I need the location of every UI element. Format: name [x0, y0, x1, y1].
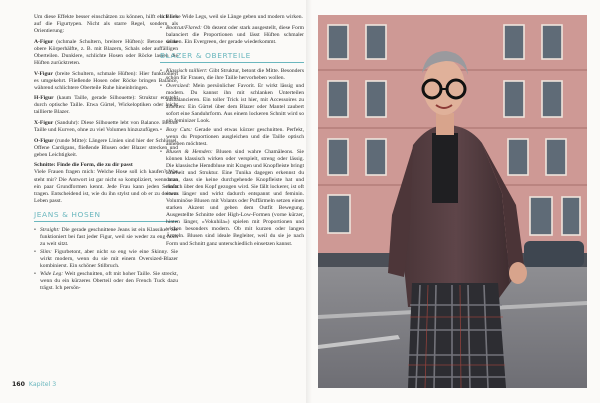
intro-paragraph: Um diese Effekte besser einschätzen zu können, hilft ein Blick auf die Figurtypen. Nicht als starre Regel, sondern als Orientierung:	[34, 14, 178, 35]
section-heading-jeans: JEANS & HOSEN	[34, 211, 178, 222]
continued-paragraph: lich liebe Wide Legs, weil sie Länge geben und modern wirken.	[160, 14, 303, 20]
figure-h: H-Figur (kaum Taille, gerade Silhouette): Struktur entsteht durch optische Taille. Etwa Gürtel, Wickeloptiken oder leicht taillierte Blazer.	[34, 95, 178, 116]
text-column-left	[34, 14, 178, 294]
figure-o: O-Figur (runde Mitte): Längere Linien sind hier der Schlüssel. Offene Cardigans, fließende Blusen oder Blazer strecken und geben Leichtigkeit.	[34, 137, 178, 158]
list-item: • Slim: Figurbetont, aber nicht so eng wie eine Skinny. Sie wirkt modern, wenn du sie mit einem Oversized-Blazer kombinierst. Ein schöner Stilbruch.	[34, 249, 178, 270]
figure-v: V-Figur (breite Schultern, schmale Hüften): Hier funktioniert es umgekehrt. Fließende Hosen oder Röcke bringen Balance, während schlichtere Oberteile Ruhe hineinbringen.	[34, 70, 178, 91]
section-heading-blazer: BLAZER & OBERTEILE	[160, 52, 304, 63]
jeans-list-continued	[160, 25, 304, 46]
schnitte-paragraph: Schnitte: Finde die Form, die zu dir passt Viele Frauen fragen mich: Welche Hose soll ich kaufen? Was steht mir? Die Antwort ist gar nicht so kompliziert, wenn man ein paar Grundformen kennt. Jede Frau kann jeden Schnitt tragen. Entscheidend ist, wie du ihn stylst und ob er zu deinem Leben passt.	[34, 162, 178, 204]
list-item: • Wide Leg: Weit geschnitten, oft mit hoher Taille. Sie streckt, wenn du ein kürzeres Oberteil oder den French Tuck dazu trägst. Ich persön-	[34, 271, 178, 292]
jeans-list	[34, 227, 178, 293]
blazer-list	[160, 68, 304, 248]
list-item: • Blusen & Hemden: Blusen sind wahre Chamäleons. Sie können klassisch wirken oder verspielt, streng oder lässig. Die klassische Hemdbluse mit Kragen und Knopfleiste bringt Klarheit und Struktur. Eine Tunika dagegen erkennst du daran, dass sie keine durchgehende Knopfleiste hat und einfach über den Kopf gezogen wird. Sie fällt lockerer, ist oft etwas länger und wirkt dadurch entspannt und feminin. Voluminöse Blusen mit Volants oder Puffärmeln setzen einen starken Akzent und geben dem Outfit Bewegung. Ausgestellte Schnitte oder High-Low-Formen (vorne kürzer, hinten länger, »Vokuhila«) spielen mit Proportionen und wirken besonders modern. Ob mit kurzen oder langen Ärmeln. Blusen sind ideale Begleiter, weil du sie je nach Form und Schnitt ganz unterschiedlich einsetzen kannst.	[160, 149, 304, 248]
chapter-label: Kapitel 3	[28, 381, 57, 388]
list-item: • Boxy Cuts: Gerade und etwas kürzer geschnitten. Perfekt, wenn du Proportionen ausgleichen und die Taille optisch anheben möchtest.	[160, 127, 304, 148]
text-column-right	[160, 14, 304, 249]
list-item: • Klassisch tailliert: Gibt Struktur, betont die Mitte. Besonders schön für Frauen, die ihre Taille hervorheben wollen.	[160, 68, 304, 82]
figure-x: X-Figur (Sanduhr): Diese Silhouette lebt von Balance. Betone Taille und Kurven, ohne zu viel Volumen hinzuzufügen.	[34, 119, 178, 134]
list-item: • Oversized: Mein persönlicher Favorit. Er wirkt lässig und modern. Du kannst ihn mit schlanken Unterteilen ausbalancieren. Ein toller Trick ist hier, mit Accessoires zu arbeiten: Ein Gürtel über dem Blazer oder Mantel zaubert sofort eine Sanduhrform. Aus einem lockeren Schnitt wird so ein feminizer Look.	[160, 83, 304, 125]
photo-illustration	[318, 15, 587, 388]
street-photo	[318, 15, 587, 388]
page-number: 160	[12, 381, 25, 388]
list-item: • Bootcut/Flared: Ob dezent oder stark ausgestellt, diese Form balanciert die Proportionen und lässt Hüften schmaler wirken. Ein Evergreen, der gerade wiederkommt.	[160, 25, 304, 46]
figure-a: A-Figur (schmale Schultern, breitere Hüften): Betone deine obere Körperhälfte, z. B. mit Blazern, Schals oder auffälligen Oberteilen. Dunklere, schlichte Hosen oder Röcke lassen die Hüften zurücktreten.	[34, 38, 178, 66]
page-footer	[12, 381, 56, 388]
list-item: • Straight: Die gerade geschnittene Jeans ist ein Klassiker. Sie funktioniert bei fast jeder Figur, weil sie weder zu eng noch zu weit sitzt.	[34, 227, 178, 248]
page-gutter	[306, 0, 312, 403]
